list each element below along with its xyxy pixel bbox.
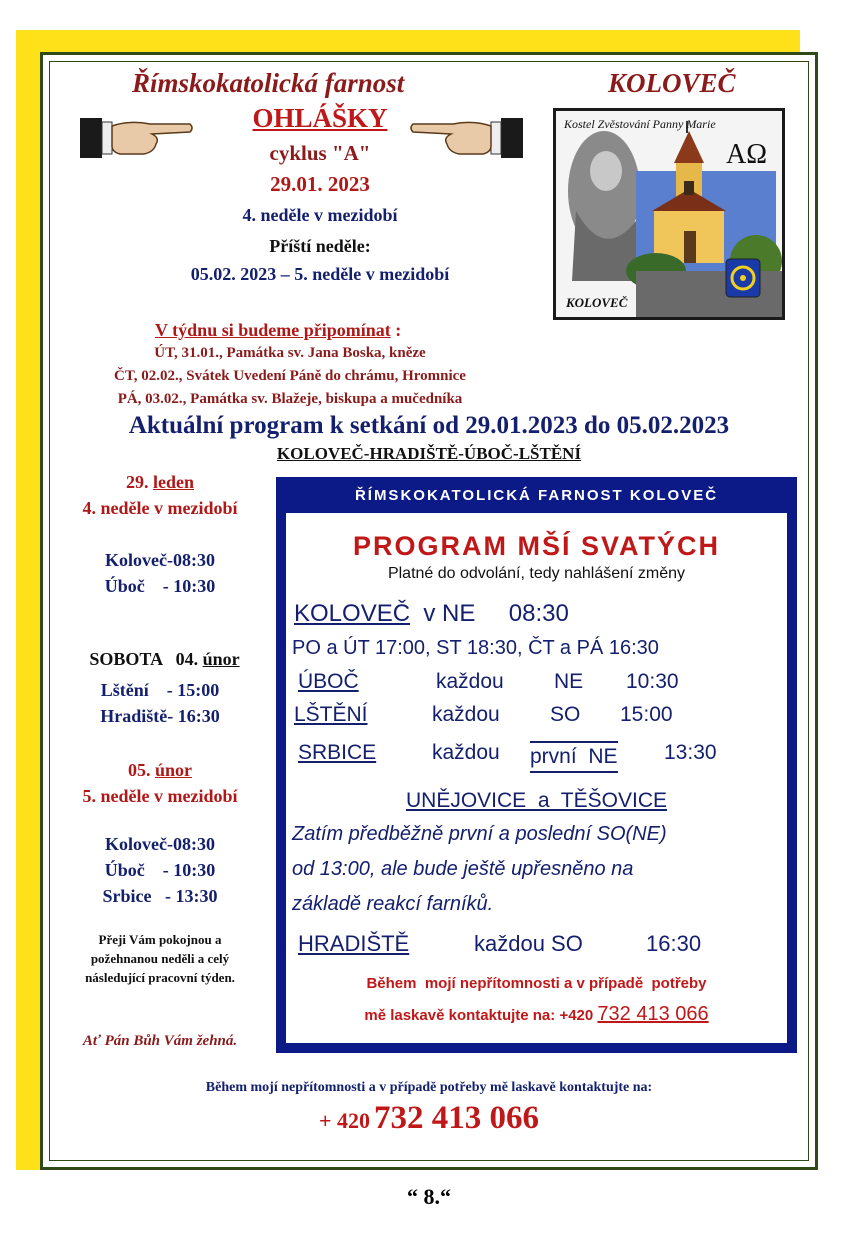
program-heading: Aktuální program k setkání od 29.01.2023 do 05.02.2023 — [128, 412, 730, 439]
blessing: Ať Pán Bůh Vám žehná. — [82, 1033, 238, 1049]
mass-time: Koloveč-08:30 — [105, 550, 215, 570]
mass-time: Srbice - 13:30 — [102, 886, 218, 906]
program-validity: Platné do odvolání, tedy nahlášení změny — [387, 565, 686, 582]
day1-sunday: 4. neděle v mezidobí — [82, 498, 238, 518]
week-heading: V týdnu si budeme připomínat : — [155, 320, 402, 340]
uboc-day: NE — [554, 670, 584, 693]
wish-text: Přeji Vám pokojnou a — [98, 932, 222, 947]
program-places: KOLOVEČ-HRADIŠTĚ-ÚBOČ-LŠTĚNÍ — [276, 444, 582, 463]
unejovice-tesovice: UNĚJOVICE a TĚŠOVICE — [405, 789, 667, 812]
mass-time: Hradiště- 16:30 — [100, 706, 220, 726]
kolovec-row: KOLOVEČ v NE 08:30 — [294, 600, 569, 627]
contact-phone: 732 413 066 — [597, 1003, 709, 1025]
next-sunday-label: Příští neděle: — [269, 236, 371, 256]
mass-time: Úboč - 10:30 — [104, 860, 216, 880]
mass-time: Úboč - 10:30 — [104, 576, 216, 596]
note-line: od 13:00, ale bude ještě upřesněno na — [292, 858, 634, 880]
note-line: Zatím předběžně první a poslední SO(NE) — [292, 823, 667, 845]
program-banner: ŘÍMSKOKATOLICKÁ FARNOST KOLOVEČ — [354, 487, 719, 504]
lsteni-time: 15:00 — [620, 703, 673, 726]
note-line: základě reakcí farníků. — [292, 893, 494, 915]
week-item: ČT, 02.02., Svátek Uvedení Páně do chrámu, Hromnice — [114, 368, 466, 384]
mass-program-panel — [276, 477, 797, 1053]
footer-phone-line: + 420 732 413 066 — [318, 1100, 540, 1136]
contact-line: mě laskavě kontaktujte na: +420 732 413 066 — [364, 1003, 709, 1025]
footer-phone: 732 413 066 — [374, 1100, 540, 1136]
footer-contact: Během mojí nepřítomnosti a v případě potřeby mě laskavě kontaktujte na: — [205, 1080, 653, 1095]
contact-line: Během mojí nepřítomnosti a v případě potřeby — [366, 975, 707, 992]
srbice-freq: každou — [432, 741, 500, 764]
lsteni-day: SO — [550, 703, 581, 726]
wish-text: požehnanou neděli a celý — [90, 951, 230, 966]
week-item: PÁ, 03.02., Památka sv. Blažeje, biskupa a mučedníka — [117, 391, 463, 407]
next-sunday: 05.02. 2023 – 5. neděle v mezidobí — [190, 264, 450, 284]
saturday-date: SOBOTA 04. únor — [89, 649, 240, 669]
uboc-freq: každou — [436, 670, 504, 693]
parish-title: Římskokatolická farnost — [132, 68, 405, 98]
village-title: KOLOVEČ — [608, 68, 736, 98]
weekday-masses: PO a ÚT 17:00, ST 18:30, ČT a PÁ 16:30 — [292, 637, 659, 659]
page-number: “ 8.“ — [407, 1184, 451, 1209]
hradiste-place: HRADIŠTĚ — [298, 931, 410, 956]
church-photo — [553, 108, 785, 320]
lsteni-freq: každou — [432, 703, 500, 726]
church-caption-bottom: KOLOVEČ — [566, 295, 628, 310]
hradiste-freq: každou SO — [474, 931, 583, 956]
liturgical-cycle: cyklus "A" — [269, 141, 371, 165]
srbice-day: první NE — [530, 741, 618, 773]
mass-time: Lštění - 15:00 — [100, 680, 220, 700]
program-title: PROGRAM MŠÍ SVATÝCH — [352, 531, 720, 561]
current-date: 29.01. 2023 — [270, 172, 370, 196]
mass-time: Koloveč-08:30 — [105, 834, 215, 854]
srbice-place: SRBICE — [298, 741, 377, 764]
uboc-time: 10:30 — [626, 670, 679, 693]
announcements-title: OHLÁŠKY — [252, 103, 388, 133]
day1-date: 29. leden — [125, 472, 194, 492]
hradiste-time: 16:30 — [646, 931, 702, 956]
alpha-omega-icon: AΩ — [726, 139, 768, 170]
uboc-place: ÚBOČ — [298, 670, 359, 693]
srbice-time: 13:30 — [664, 741, 717, 764]
church-caption: Kostel Zvěstování Panny Marie — [564, 117, 716, 131]
day2-sunday: 5. neděle v mezidobí — [82, 786, 238, 806]
wish-text: následující pracovní týden. — [85, 970, 235, 985]
day2-date: 05. únor — [127, 760, 192, 780]
lsteni-place: LŠTĚNÍ — [294, 703, 368, 726]
pointing-hand-right-icon — [80, 112, 195, 164]
week-item: ÚT, 31.01., Památka sv. Jana Boska, kněze — [154, 345, 426, 361]
current-sunday: 4. neděle v mezidobí — [242, 205, 398, 225]
